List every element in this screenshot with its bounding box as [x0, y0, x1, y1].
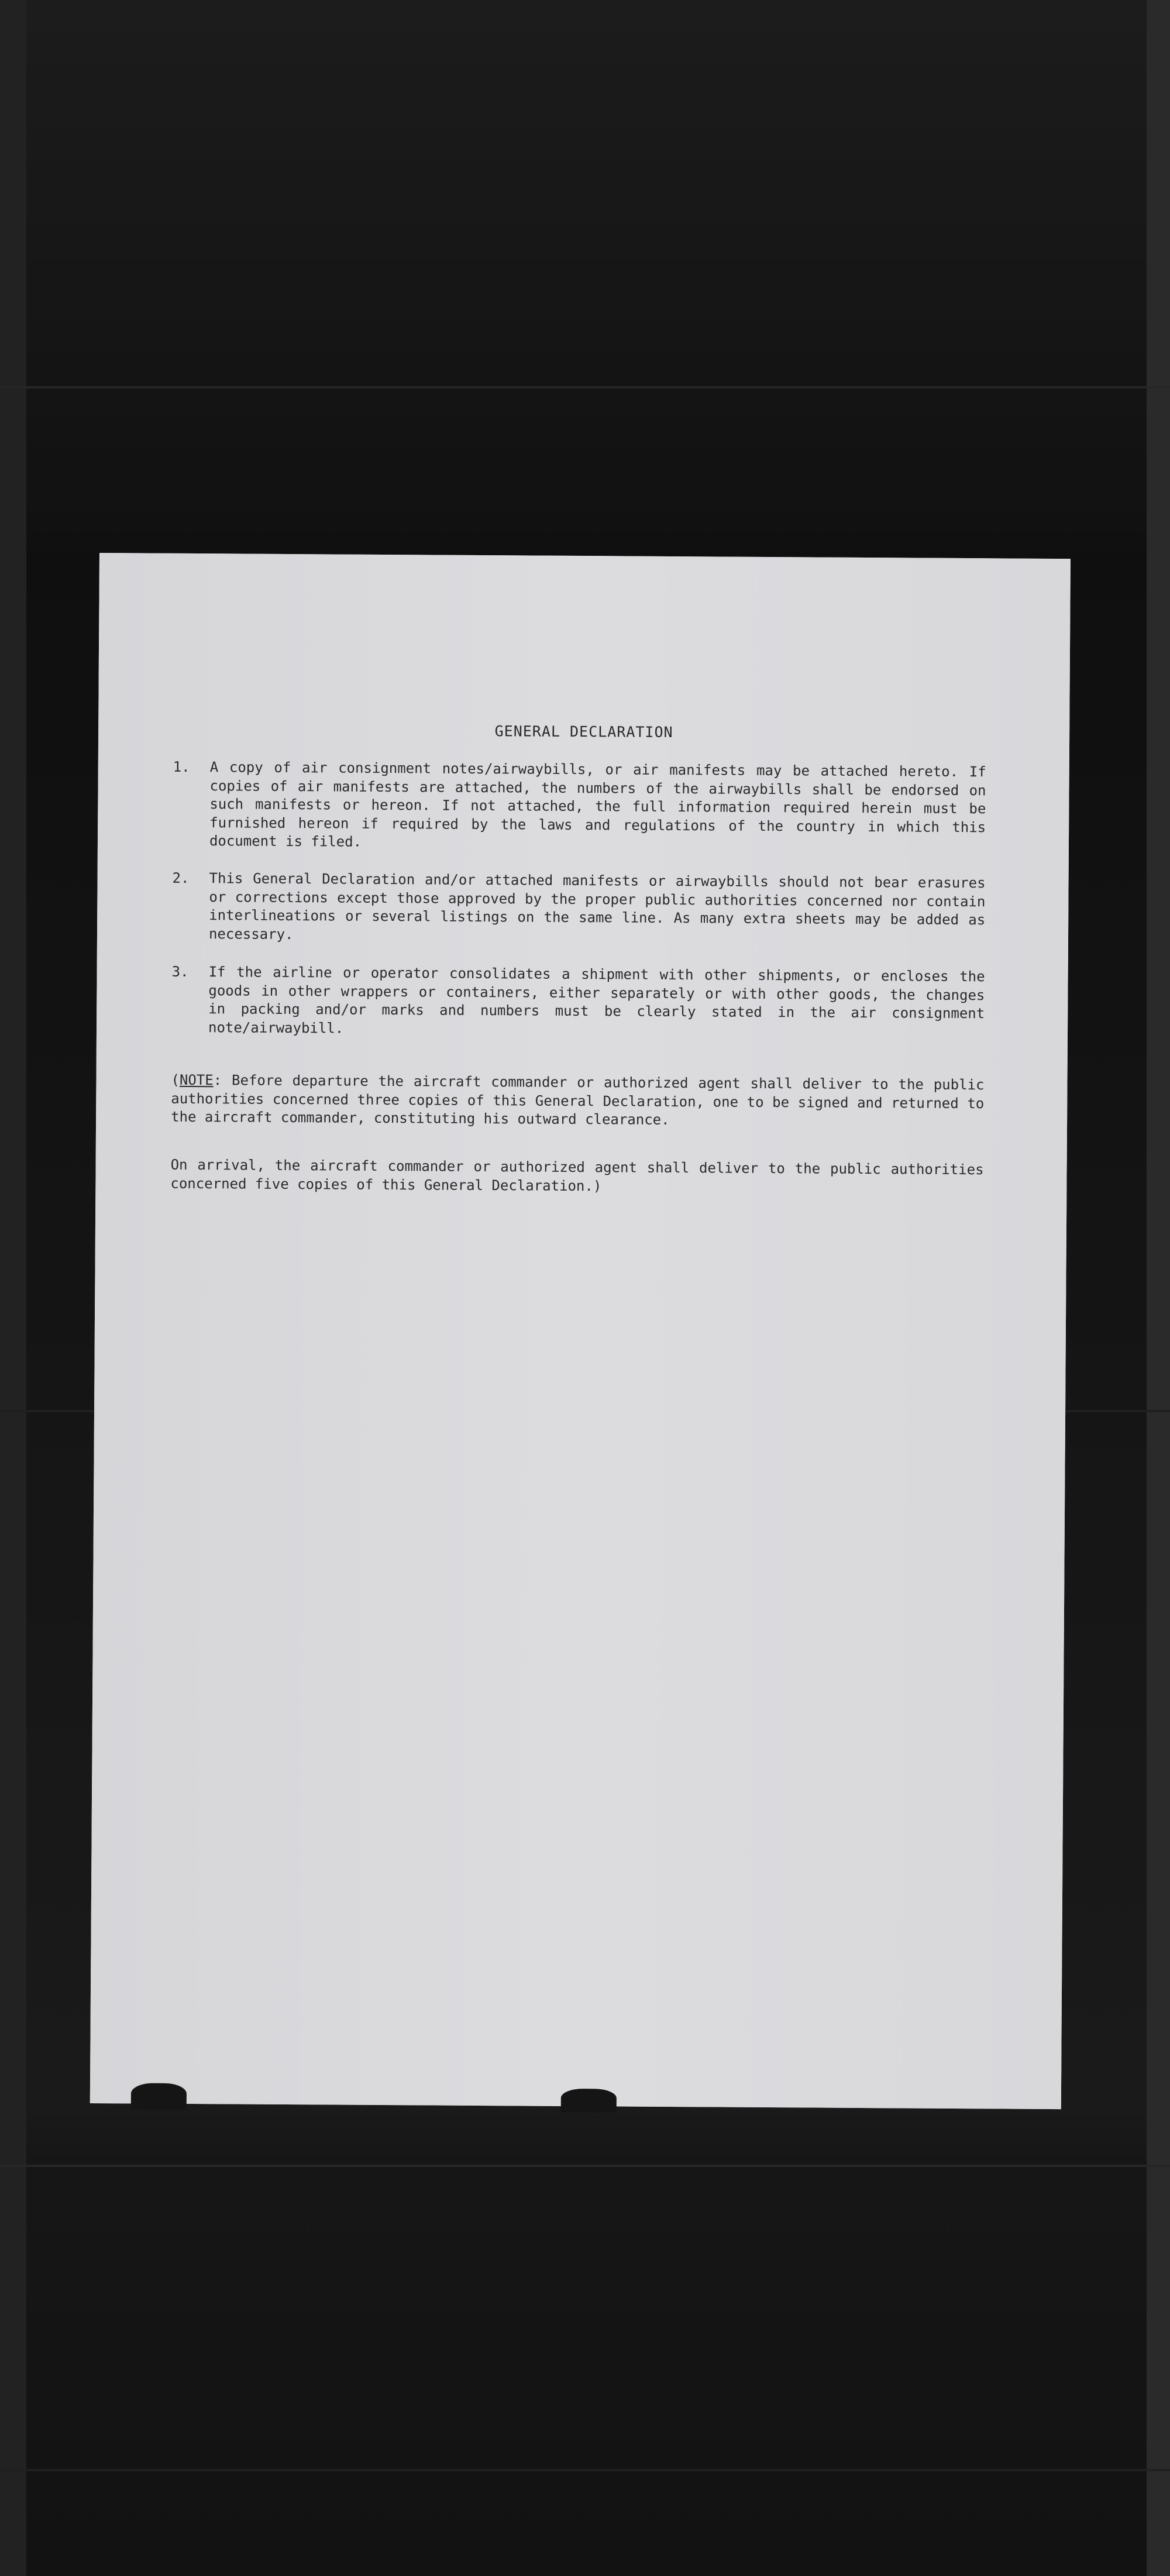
note-departure-text: Before departure the aircraft commander or authorized agent shall deliver to the public authorities concerned three copies of this General Declaration, one to be signed and returned to the aircraft commander, constituting his outward clearance. [171, 1072, 985, 1128]
item-text: A copy of air consignment notes/airwaybills, or air manifests may be attached hereto. If copies of air manifests are attached, the numbers of the airwaybills shall be endorsed on such manifests or hereon. If not attached, the full information required herein must be furnished hereon if required by the laws and regulations of the country in which this document is filed. [209, 759, 986, 850]
torn-edge [561, 2089, 617, 2113]
arrival-note [170, 1156, 983, 1198]
note-open-paren: ( [171, 1071, 180, 1088]
item-text: This General Declaration and/or attached manifests or airwaybills should not bear erasures or corrections except those approved by the proper public authorities concerned nor contain interlineations or several listings on the same line. As many extra sheets may be added as necessary. [208, 870, 986, 943]
departure-note [171, 1071, 985, 1131]
item-number: 1. [173, 758, 190, 775]
document-title: GENERAL DECLARATION [494, 723, 673, 741]
scan-line [0, 2165, 1170, 2167]
item-number: 3. [171, 963, 189, 980]
declaration-item-3 [171, 963, 985, 1041]
document-page [90, 553, 1071, 2109]
note-label: NOTE [179, 1071, 214, 1089]
note-colon: : [213, 1072, 222, 1089]
declaration-item-1 [173, 758, 986, 855]
item-text: If the airline or operator consolidates a shipment with other shipments, or encloses the goods in other wrappers or containers, either separately or with other goods, the changes in packing and/or marks and numbers must be clearly stated in the air consignment note/airwaybill. [208, 964, 985, 1037]
torn-edge [131, 2083, 187, 2110]
scan-line [0, 2469, 1170, 2471]
item-number: 2. [172, 869, 190, 886]
note-arrival-text: On arrival, the aircraft commander or authorized agent shall deliver to the public authorities concerned five copies of this General Declaration.) [170, 1156, 984, 1194]
scan-line [0, 386, 1170, 388]
declaration-item-2 [172, 869, 986, 948]
